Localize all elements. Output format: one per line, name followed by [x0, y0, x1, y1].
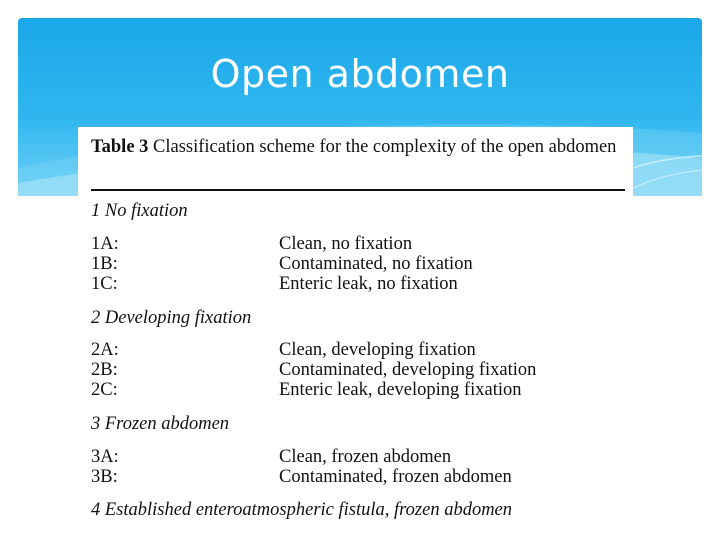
table-row: [91, 340, 625, 360]
row-code: 3A:: [91, 447, 119, 467]
row-description: Contaminated, developing fixation: [279, 360, 537, 380]
table-row: [91, 380, 625, 400]
table-row: [91, 234, 625, 254]
row-code: 3B:: [91, 467, 118, 487]
table-row: [91, 360, 625, 380]
group-heading: 4 Established enteroatmospheric fistula, frozen abdomen: [91, 500, 513, 520]
row-code: 1A:: [91, 234, 119, 254]
table-row: [91, 447, 625, 467]
row-code: 1C:: [91, 274, 118, 294]
table-rule: [91, 189, 625, 191]
row-description: Clean, frozen abdomen: [279, 447, 452, 467]
table-row: [91, 467, 625, 487]
row-description: Contaminated, frozen abdomen: [279, 467, 512, 487]
group-heading: 1 No fixation: [91, 201, 188, 221]
row-code: 1B:: [91, 254, 118, 274]
row-description: Enteric leak, no fixation: [279, 274, 458, 294]
table-row: [91, 254, 625, 274]
group-heading: 2 Developing fixation: [91, 308, 252, 328]
row-code: 2C:: [91, 380, 118, 400]
row-description: Clean, developing fixation: [279, 340, 476, 360]
table-caption: [91, 137, 625, 157]
row-description: Contaminated, no fixation: [279, 254, 473, 274]
classification-table: [78, 127, 633, 540]
row-description: Enteric leak, developing fixation: [279, 380, 522, 400]
row-code: 2A:: [91, 340, 119, 360]
table-caption-text: Classification scheme for the complexity of the open abdomen: [153, 137, 617, 157]
group-heading: 3 Frozen abdomen: [91, 414, 230, 434]
row-code: 2B:: [91, 360, 118, 380]
table-row: [91, 274, 625, 294]
slide-title: Open abdomen: [210, 52, 510, 96]
table-caption-label: Table 3: [91, 137, 149, 157]
row-description: Clean, no fixation: [279, 234, 413, 254]
